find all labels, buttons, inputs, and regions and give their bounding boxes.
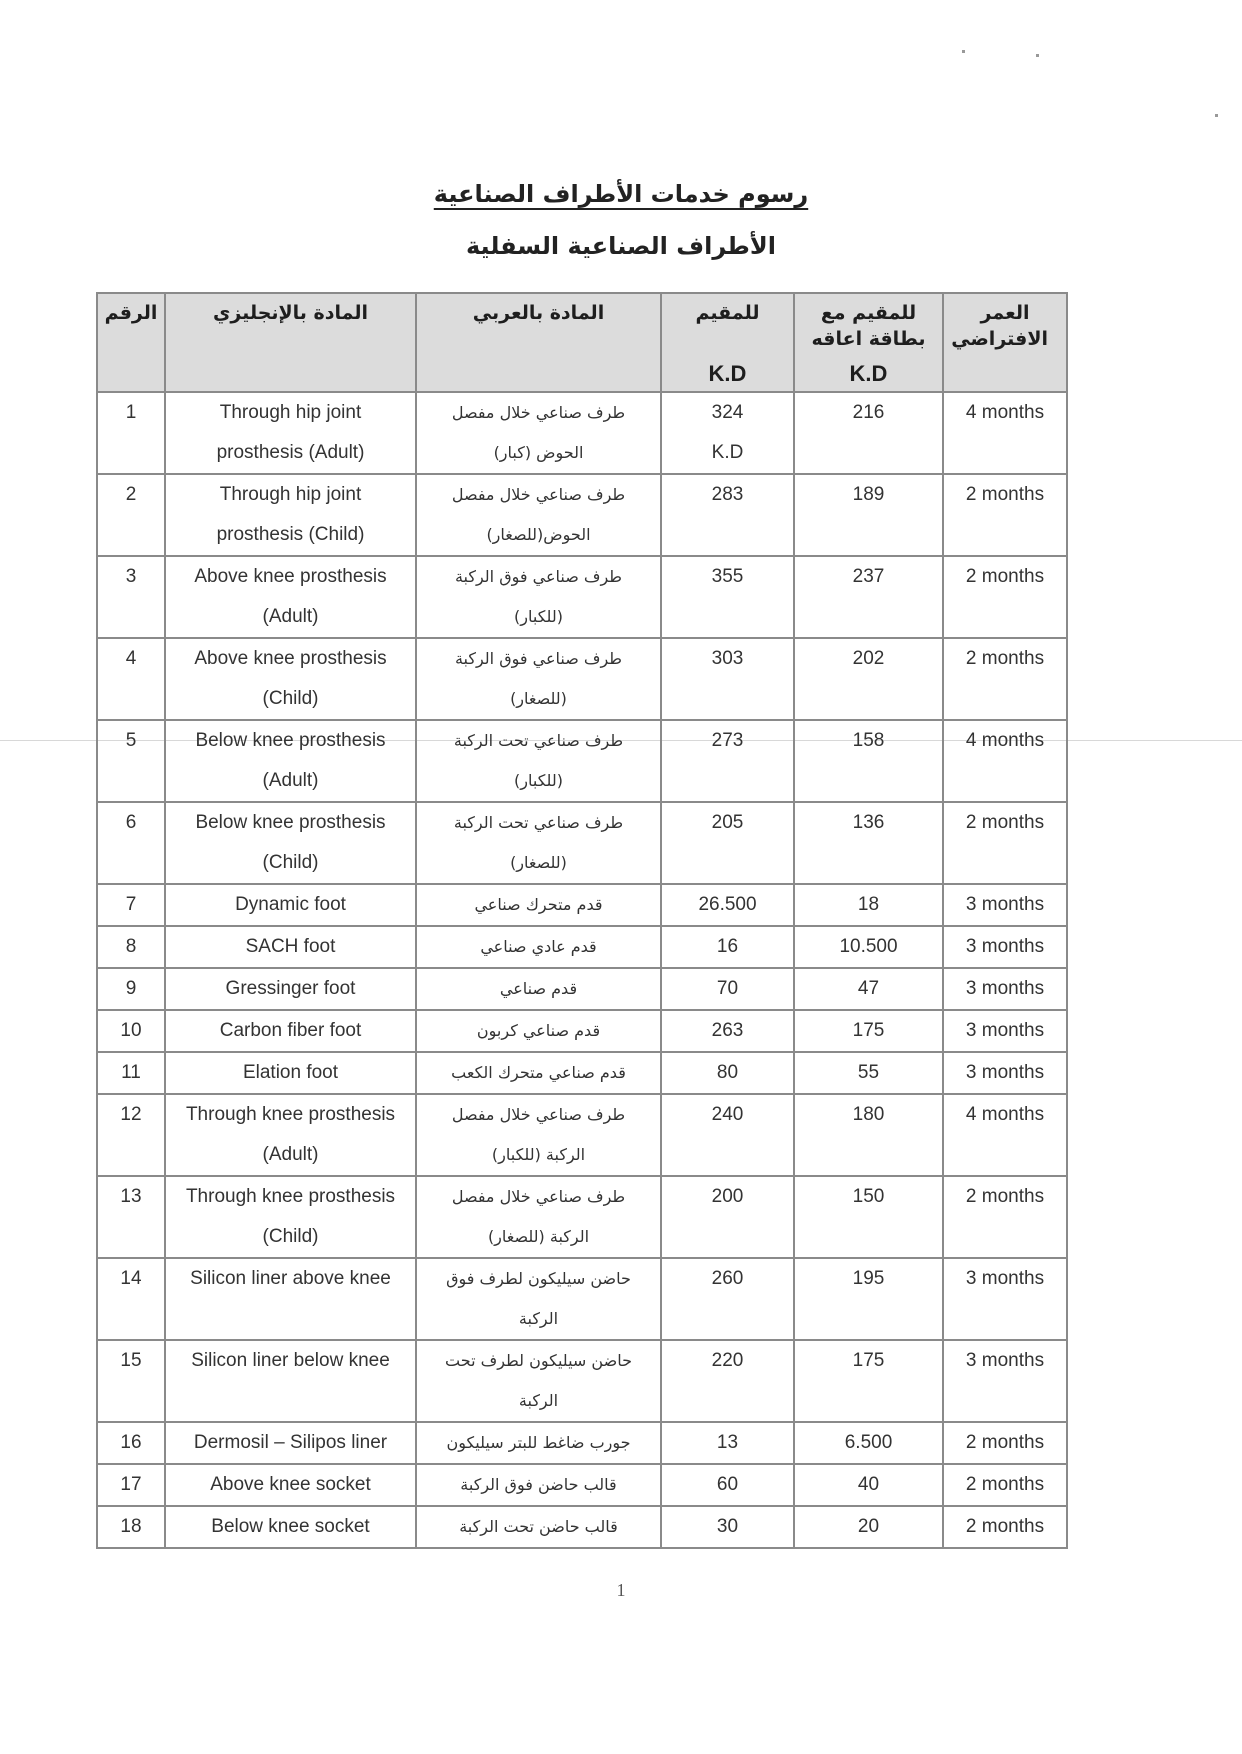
cell-arabic-item-line: طرف صناعي خلال مفصل <box>451 1187 626 1206</box>
cell-english-item <box>165 1340 416 1422</box>
cell-resident-fee <box>661 1052 794 1094</box>
table-row <box>97 968 1067 1010</box>
cell-default-lifespan: 2 months <box>943 474 1067 556</box>
cell-english-item-line: (Child) <box>262 852 319 873</box>
cell-resident-fee-line: 16 <box>716 936 739 957</box>
header-resident: للمقيم K.D <box>661 293 794 392</box>
cell-resident-fee <box>661 968 794 1010</box>
cell-arabic-item-line: (للصغار) <box>510 853 567 872</box>
table-row <box>97 1340 1067 1422</box>
cell-english-item <box>165 1422 416 1464</box>
cell-english-item-line: prosthesis (Child) <box>216 524 365 545</box>
cell-english-item <box>165 1464 416 1506</box>
cell-resident-fee-line: 273 <box>711 730 744 751</box>
cell-arabic-item <box>416 1422 661 1464</box>
cell-arabic-item <box>416 802 661 884</box>
cell-english-item <box>165 968 416 1010</box>
cell-arabic-item <box>416 638 661 720</box>
cell-arabic-item-line: (للصغار) <box>510 689 567 708</box>
cell-number: 16 <box>97 1422 165 1464</box>
cell-resident-fee-line: 205 <box>711 812 744 833</box>
cell-disability-fee: 180 <box>794 1094 943 1176</box>
cell-english-item <box>165 474 416 556</box>
cell-disability-fee: 20 <box>794 1506 943 1548</box>
cell-arabic-item <box>416 392 661 474</box>
cell-default-lifespan: 3 months <box>943 884 1067 926</box>
cell-resident-fee <box>661 1176 794 1258</box>
scan-speck <box>1215 114 1218 117</box>
cell-english-item <box>165 720 416 802</box>
scan-speck <box>1036 54 1039 57</box>
cell-default-lifespan: 4 months <box>943 720 1067 802</box>
cell-arabic-item <box>416 720 661 802</box>
cell-arabic-item <box>416 1258 661 1340</box>
cell-arabic-item-line: حاضن سيليكون لطرف تحت <box>445 1351 632 1370</box>
cell-arabic-item-line: طرف صناعي تحت الركبة <box>453 813 624 832</box>
cell-arabic-item-line: الحوض(للصغار) <box>486 525 591 544</box>
cell-arabic-item-line: طرف صناعي فوق الركبة <box>454 649 623 668</box>
cell-arabic-item-line: طرف صناعي فوق الركبة <box>454 567 623 586</box>
cell-number: 4 <box>97 638 165 720</box>
table-row <box>97 638 1067 720</box>
table-row <box>97 1258 1067 1340</box>
cell-number: 13 <box>97 1176 165 1258</box>
cell-arabic-item-line: قدم متحرك صناعي <box>474 895 603 914</box>
cell-number: 15 <box>97 1340 165 1422</box>
table-row <box>97 1094 1067 1176</box>
cell-resident-fee <box>661 474 794 556</box>
cell-resident-fee <box>661 638 794 720</box>
cell-default-lifespan: 2 months <box>943 1422 1067 1464</box>
cell-arabic-item-line: قدم عادي صناعي <box>480 937 597 956</box>
cell-arabic-item-line: طرف صناعي خلال مفصل <box>451 485 626 504</box>
cell-arabic-item <box>416 1464 661 1506</box>
cell-arabic-item-line: الركبة (للصغار) <box>487 1227 590 1246</box>
cell-disability-fee: 202 <box>794 638 943 720</box>
cell-arabic-item <box>416 1094 661 1176</box>
cell-arabic-item <box>416 1340 661 1422</box>
cell-default-lifespan: 3 months <box>943 1052 1067 1094</box>
cell-arabic-item <box>416 1176 661 1258</box>
cell-disability-fee: 40 <box>794 1464 943 1506</box>
cell-default-lifespan: 4 months <box>943 392 1067 474</box>
scan-speck <box>962 50 965 53</box>
cell-arabic-item-line: (للكبار) <box>514 771 563 790</box>
cell-arabic-item <box>416 884 661 926</box>
cell-number: 8 <box>97 926 165 968</box>
cell-english-item-line: Below knee prosthesis <box>195 730 386 751</box>
cell-english-item-line: Above knee prosthesis <box>194 648 387 669</box>
cell-resident-fee <box>661 1506 794 1548</box>
cell-disability-fee: 150 <box>794 1176 943 1258</box>
cell-resident-fee-line: 70 <box>716 978 739 999</box>
cell-resident-fee-line: 283 <box>711 484 744 505</box>
cell-arabic-item-line: طرف صناعي تحت الركبة <box>453 731 624 750</box>
cell-arabic-item-line: الحوض (كبار) <box>493 443 584 462</box>
header-arabic-item: المادة بالعربي <box>416 293 661 392</box>
table-row <box>97 1422 1067 1464</box>
table-row <box>97 884 1067 926</box>
cell-english-item-line: Silicon liner above knee <box>190 1268 391 1289</box>
cell-english-item-line: Elation foot <box>242 1062 339 1083</box>
cell-english-item-line: prosthesis (Adult) <box>216 442 365 463</box>
cell-disability-fee: 18 <box>794 884 943 926</box>
cell-english-item-line: Dynamic foot <box>235 894 346 915</box>
cell-english-item-line: Silicon liner below knee <box>191 1350 390 1371</box>
table-row <box>97 1010 1067 1052</box>
cell-number: 9 <box>97 968 165 1010</box>
cell-disability-fee: 55 <box>794 1052 943 1094</box>
table-row <box>97 802 1067 884</box>
cell-resident-fee <box>661 720 794 802</box>
cell-english-item-line: (Child) <box>262 1226 319 1247</box>
cell-resident-fee <box>661 1094 794 1176</box>
cell-arabic-item-line: جورب ضاغط للبتر سيليكون <box>446 1433 631 1452</box>
cell-disability-fee: 136 <box>794 802 943 884</box>
cell-resident-fee-line: 220 <box>711 1350 744 1371</box>
cell-resident-fee-line: 240 <box>711 1104 744 1125</box>
cell-default-lifespan: 2 months <box>943 1506 1067 1548</box>
cell-english-item-line: (Adult) <box>262 606 319 627</box>
cell-english-item <box>165 392 416 474</box>
cell-english-item <box>165 1176 416 1258</box>
cell-disability-fee: 158 <box>794 720 943 802</box>
cell-arabic-item-line: قالب حاضن فوق الركبة <box>460 1475 617 1494</box>
cell-default-lifespan: 3 months <box>943 1340 1067 1422</box>
cell-number: 18 <box>97 1506 165 1548</box>
cell-english-item-line: Through knee prosthesis <box>185 1186 396 1207</box>
cell-resident-fee-line: 60 <box>716 1474 739 1495</box>
cell-arabic-item <box>416 556 661 638</box>
cell-resident-fee-line: 263 <box>711 1020 744 1041</box>
cell-english-item <box>165 1094 416 1176</box>
cell-arabic-item-line: قالب حاضن تحت الركبة <box>459 1517 618 1536</box>
cell-english-item <box>165 638 416 720</box>
header-number: الرقم <box>97 293 165 392</box>
table-row <box>97 1506 1067 1548</box>
cell-default-lifespan: 4 months <box>943 1094 1067 1176</box>
cell-english-item <box>165 1052 416 1094</box>
cell-number: 2 <box>97 474 165 556</box>
cell-number: 11 <box>97 1052 165 1094</box>
cell-number: 14 <box>97 1258 165 1340</box>
table-row <box>97 392 1067 474</box>
cell-resident-fee <box>661 392 794 474</box>
cell-english-item <box>165 1258 416 1340</box>
cell-disability-fee: 6.500 <box>794 1422 943 1464</box>
cell-english-item-line: Dermosil – Silipos liner <box>193 1432 388 1453</box>
cell-arabic-item-line: قدم صناعي <box>499 979 578 998</box>
cell-arabic-item-line: قدم صناعي متحرك الكعب <box>451 1063 626 1082</box>
cell-arabic-item-line: (للكبار) <box>514 607 563 626</box>
cell-english-item <box>165 802 416 884</box>
cell-english-item-line: Gressinger foot <box>225 978 356 999</box>
header-default-lifespan: العمر الافتراضي <box>943 293 1067 392</box>
cell-default-lifespan: 3 months <box>943 1258 1067 1340</box>
cell-resident-fee <box>661 1010 794 1052</box>
cell-resident-fee-line: 355 <box>711 566 744 587</box>
header-english-item: المادة بالإنجليزي <box>165 293 416 392</box>
fees-table <box>96 292 1068 1549</box>
cell-default-lifespan: 3 months <box>943 1010 1067 1052</box>
cell-default-lifespan: 2 months <box>943 802 1067 884</box>
cell-arabic-item <box>416 926 661 968</box>
cell-arabic-item-line: حاضن سيليكون لطرف فوق <box>446 1269 631 1288</box>
cell-arabic-item <box>416 1052 661 1094</box>
cell-resident-fee <box>661 1340 794 1422</box>
cell-english-item-line: (Adult) <box>262 770 319 791</box>
cell-resident-fee <box>661 884 794 926</box>
cell-arabic-item <box>416 1010 661 1052</box>
cell-resident-fee-line: 13 <box>716 1432 739 1453</box>
cell-disability-fee: 189 <box>794 474 943 556</box>
cell-resident-fee-line: 303 <box>711 648 744 669</box>
cell-default-lifespan: 2 months <box>943 638 1067 720</box>
cell-arabic-item <box>416 474 661 556</box>
cell-resident-fee <box>661 1464 794 1506</box>
cell-disability-fee: 237 <box>794 556 943 638</box>
cell-disability-fee: 195 <box>794 1258 943 1340</box>
cell-english-item-line: Through hip joint <box>219 402 362 423</box>
cell-default-lifespan: 2 months <box>943 1176 1067 1258</box>
cell-resident-fee <box>661 802 794 884</box>
table-row <box>97 556 1067 638</box>
cell-english-item-line: Below knee prosthesis <box>195 812 386 833</box>
cell-resident-fee-line: 80 <box>716 1062 739 1083</box>
cell-english-item-line: SACH foot <box>245 936 336 957</box>
cell-disability-fee: 175 <box>794 1010 943 1052</box>
table-row <box>97 1052 1067 1094</box>
table-row <box>97 474 1067 556</box>
cell-resident-fee-line: 260 <box>711 1268 744 1289</box>
cell-resident-fee <box>661 556 794 638</box>
cell-number: 7 <box>97 884 165 926</box>
cell-arabic-item-line: طرف صناعي خلال مفصل <box>451 1105 626 1124</box>
cell-default-lifespan: 2 months <box>943 556 1067 638</box>
cell-arabic-item-line: الركبة (للكبار) <box>491 1145 586 1164</box>
cell-english-item-line: Carbon fiber foot <box>219 1020 362 1041</box>
cell-arabic-item <box>416 968 661 1010</box>
cell-number: 3 <box>97 556 165 638</box>
cell-english-item-line: Through knee prosthesis <box>185 1104 396 1125</box>
document-title: رسوم خدمات الأطراف الصناعية <box>433 180 809 208</box>
table-row <box>97 1464 1067 1506</box>
table-row <box>97 926 1067 968</box>
cell-english-item-line: Through hip joint <box>219 484 362 505</box>
cell-arabic-item-line: قدم صناعي كربون <box>476 1021 601 1040</box>
cell-arabic-item-line: طرف صناعي خلال مفصل <box>451 403 626 422</box>
cell-arabic-item-line: الركبة <box>518 1391 559 1410</box>
cell-resident-fee <box>661 1258 794 1340</box>
cell-disability-fee: 175 <box>794 1340 943 1422</box>
cell-resident-fee <box>661 926 794 968</box>
cell-english-item-line: Above knee prosthesis <box>194 566 387 587</box>
cell-english-item-line: Below knee socket <box>211 1516 370 1537</box>
cell-default-lifespan: 2 months <box>943 1464 1067 1506</box>
cell-number: 6 <box>97 802 165 884</box>
header-resident-disability: للمقيم مع بطاقة اعاقه K.D <box>794 293 943 392</box>
table-row <box>97 720 1067 802</box>
page-number: 1 <box>616 1580 626 1600</box>
cell-resident-fee-line: 200 <box>711 1186 744 1207</box>
cell-number: 12 <box>97 1094 165 1176</box>
table-header-row <box>97 293 1067 392</box>
cell-english-item <box>165 926 416 968</box>
cell-english-item <box>165 1010 416 1052</box>
cell-resident-fee <box>661 1422 794 1464</box>
cell-arabic-item <box>416 1506 661 1548</box>
cell-english-item <box>165 556 416 638</box>
cell-number: 5 <box>97 720 165 802</box>
cell-english-item-line: (Adult) <box>262 1144 319 1165</box>
cell-english-item <box>165 1506 416 1548</box>
cell-resident-fee-line: 30 <box>716 1516 739 1537</box>
cell-disability-fee: 10.500 <box>794 926 943 968</box>
cell-resident-fee-line: 26.500 <box>698 894 757 915</box>
cell-resident-fee-line: K.D <box>711 442 744 463</box>
cell-disability-fee: 216 <box>794 392 943 474</box>
cell-number: 17 <box>97 1464 165 1506</box>
cell-english-item-line: (Child) <box>262 688 319 709</box>
cell-disability-fee: 47 <box>794 968 943 1010</box>
cell-number: 1 <box>97 392 165 474</box>
cell-arabic-item-line: الركبة <box>518 1309 559 1328</box>
cell-english-item <box>165 884 416 926</box>
cell-number: 10 <box>97 1010 165 1052</box>
cell-english-item-line: Above knee socket <box>210 1474 371 1495</box>
cell-default-lifespan: 3 months <box>943 968 1067 1010</box>
table-row <box>97 1176 1067 1258</box>
document-subtitle: الأطراف الصناعية السفلية <box>466 232 776 260</box>
cell-default-lifespan: 3 months <box>943 926 1067 968</box>
cell-resident-fee-line: 324 <box>711 402 744 423</box>
